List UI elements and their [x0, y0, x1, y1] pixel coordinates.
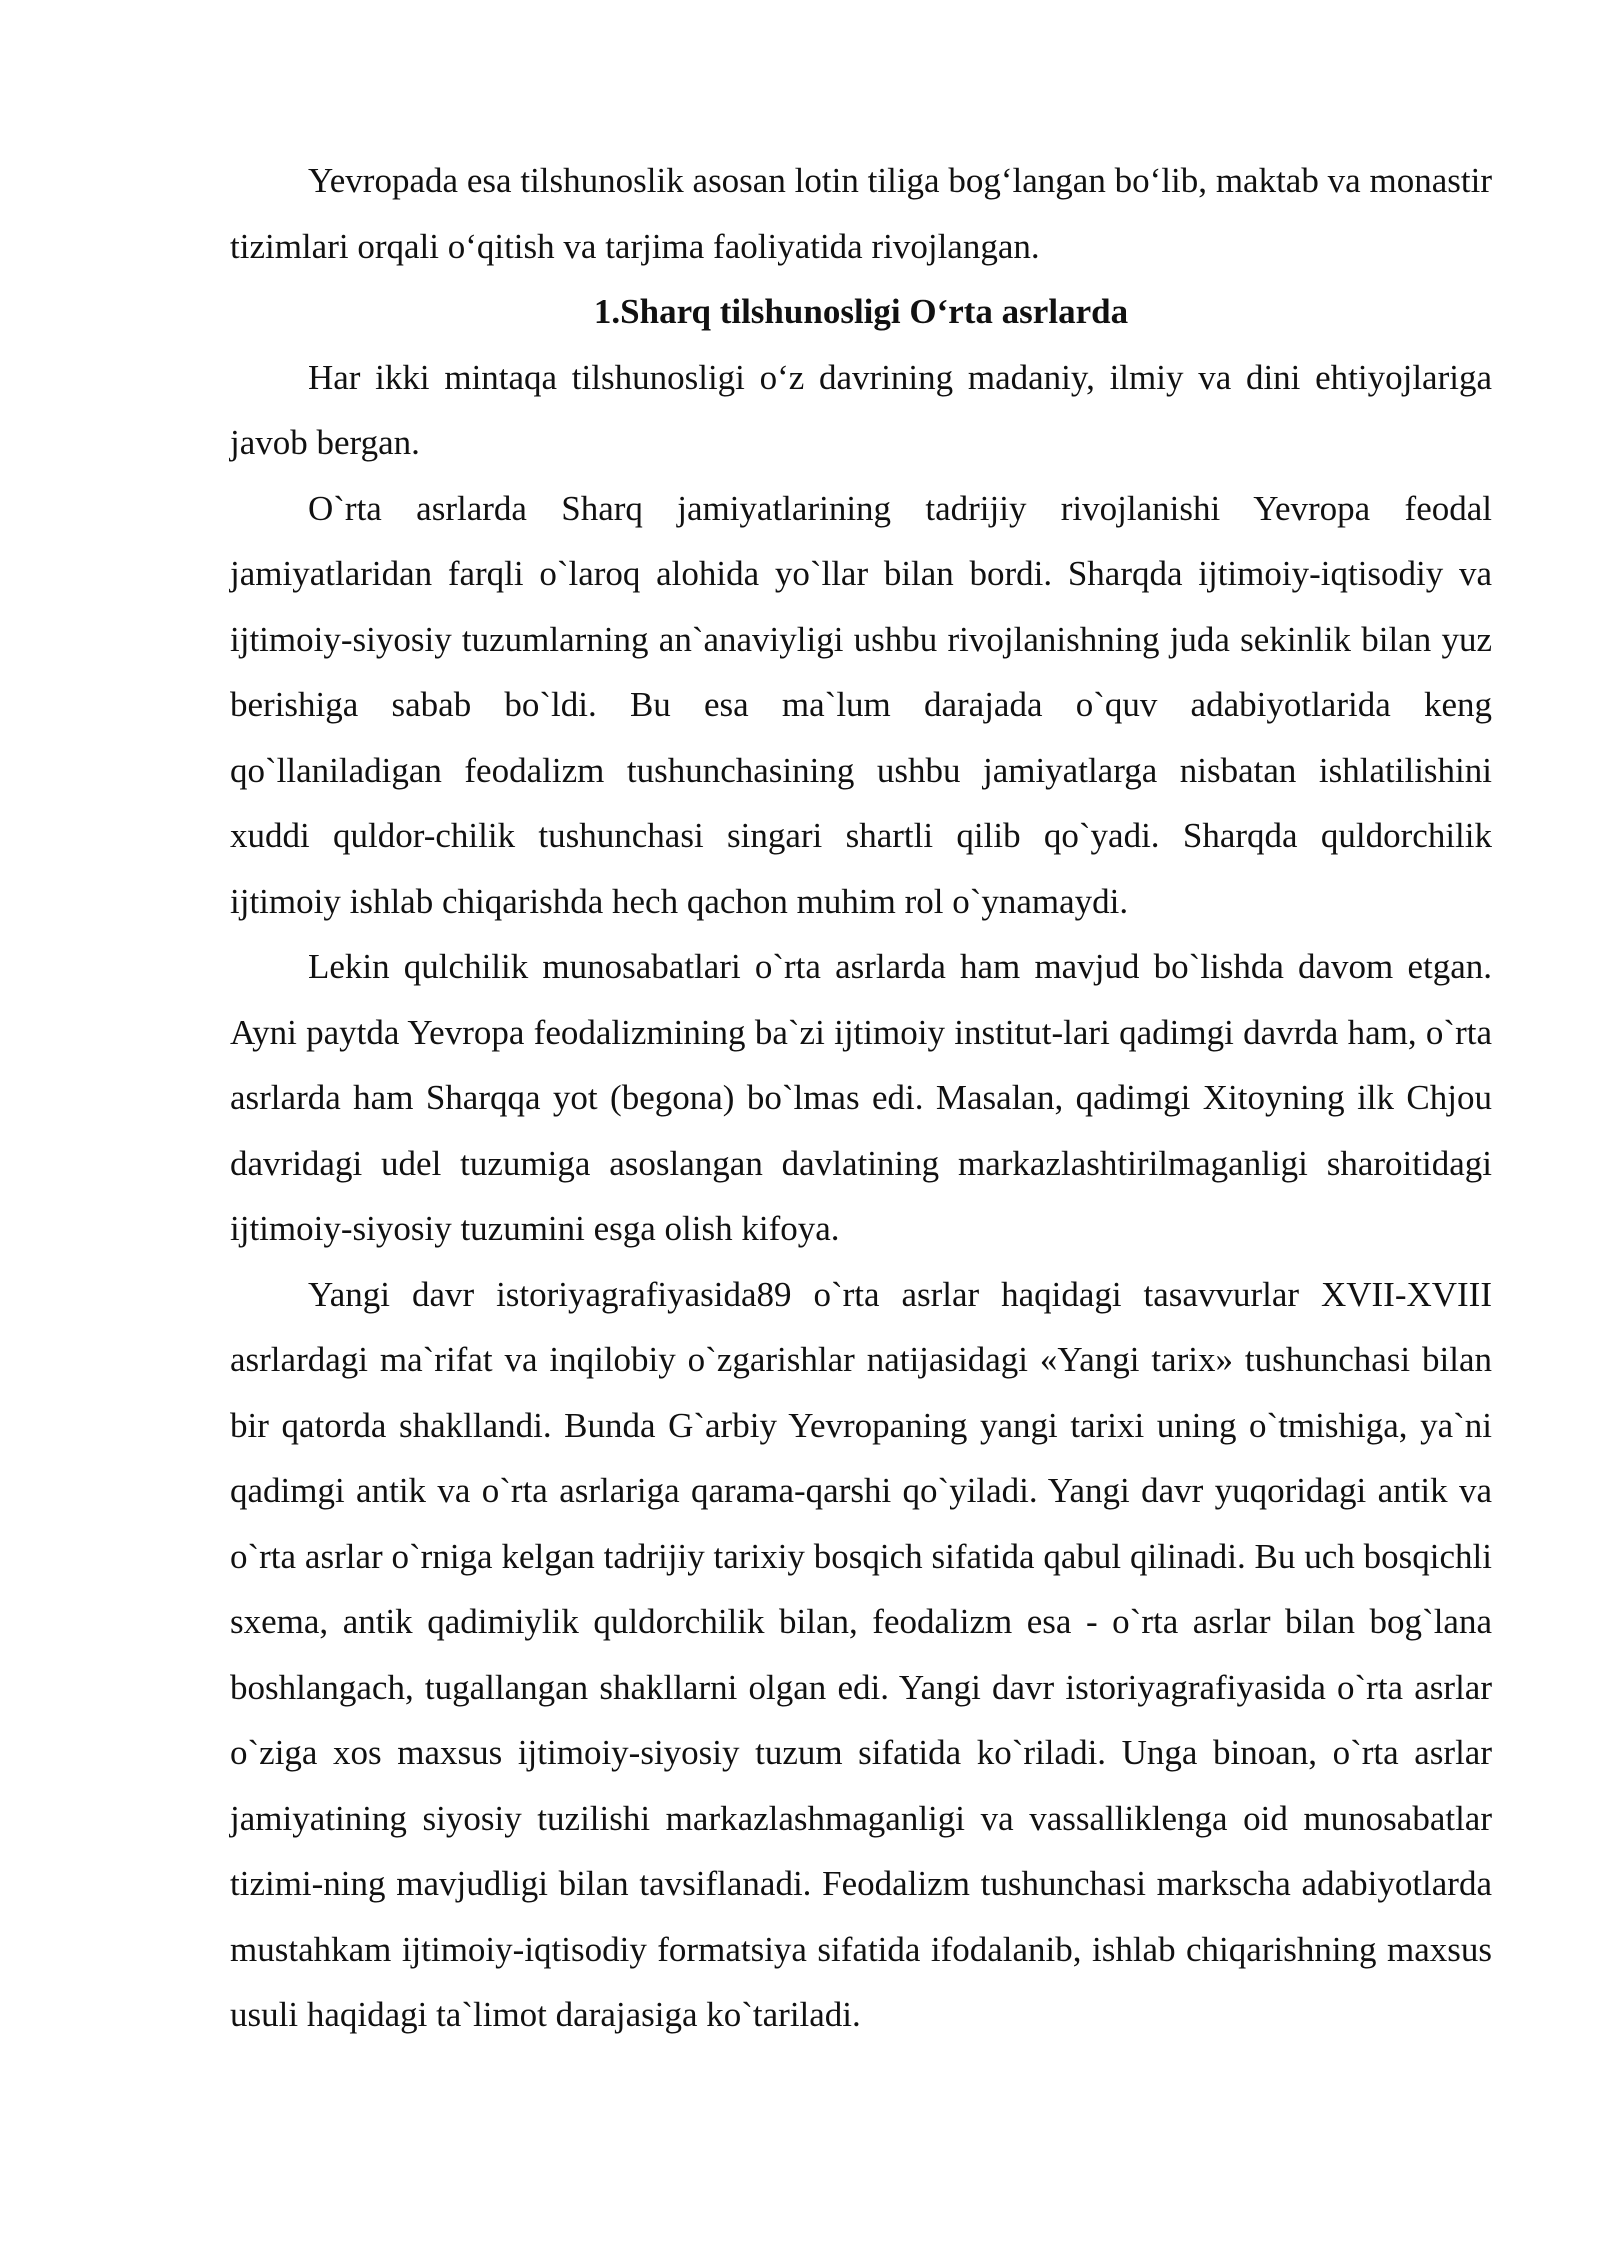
paragraph-europe-linguistics: Yevropada esa tilshunoslik asosan lotin tiliga bog‘langan bo‘lib, maktab va monastir tizimlari orqali o‘qitish va tarjima faoliyatida rivojlangan.: [230, 161, 1492, 266]
paragraph-slavery-relations: Lekin qulchilik munosabatlari o`rta asrlarda ham mavjud bo`lishda davom etgan. Ayni paytda Yevropa feodalizmining ba`zi ijtimoiy institut-lari qadimgi davrda ham, o`rta asrlarda ham Sharqqa yot (begona) bo`lmas edi. Masalan, qadimgi Xitoyning ilk Chjou davridagi udel tuzumiga asoslangan davlatining markazlashtirilmaganligi sharoitidagi ijtimoiy-siyosiy tuzumini esga olish kifoya.: [230, 947, 1492, 1248]
paragraph-east-development: O`rta asrlarda Sharq jamiyatlarining tadrijiy rivojlanishi Yevropa feodal jamiyatlaridan farqli o`laroq alohida yo`llar bilan bordi. Sharqda ijtimoiy-iqtisodiy va ijtimoiy-siyosiy tuzumlarning an`anaviyligi ushbu rivojlanishning juda sekinlik bilan yuz berishiga sabab bo`ldi. Bu esa ma`lum darajada o`quv adabiyotlarida keng qo`llaniladigan feodalizm tushunchasining ushbu jamiyatlarga nisbatan ishlatilishini xuddi quldor-chilik tushunchasi singari shartli qilib qo`yadi. Sharqda quldorchilik ijtimoiy ishlab chiqarishda hech qachon muhim rol o`ynamaydi.: [230, 488, 1492, 921]
document-page: [230, 148, 1492, 2048]
paragraph-new-era-historiography: Yangi davr istoriyagrafiyasida89 o`rta asrlar haqidagi tasavvurlar XVII-XVIII asrlardagi ma`rifat va inqilobiy o`zgarishlar natijasidagi «Yangi tarix» tushunchasi bilan bir qatorda shakllandi. Bunda G`arbiy Yevropaning yangi tarixi uning o`tmishiga, ya`ni qadimgi antik va o`rta asrlariga qarama-qarshi qo`yiladi. Yangi davr yuqoridagi antik va o`rta asrlar o`rniga kelgan tadrijiy tarixiy bosqich sifatida qabul qilinadi. Bu uch bosqichli sxema, antik qadimiylik quldorchilik bilan, feodalizm esa - o`rta asrlar bilan bog`lana boshlangach, tugallangan shakllarni olgan edi. Yangi davr istoriyagrafiyasida o`rta asrlar o`ziga xos maxsus ijtimoiy-siyosiy tuzum sifatida ko`riladi. Unga binoan, o`rta asrlar jamiyatining siyosiy tuzilishi markazlashmaganligi va vassalliklenga oid munosabatlar tizimi-ning mavjudligi bilan tavsiflanadi. Feodalizm tushunchasi markscha adabiyotlarda mustahkam ijtimoiy-iqtisodiy formatsiya sifatida ifodalanib, ishlab chiqarishning maxsus usuli haqidagi ta`limot darajasiga ko`tariladi.: [230, 1274, 1492, 2034]
section-heading: 1.Sharq tilshunosligi O‘rta asrlarda: [593, 292, 1129, 331]
paragraph-regions: Har ikki mintaqa tilshunosligi o‘z davrining madaniy, ilmiy va dini ehtiyojlariga javob bergan.: [230, 357, 1492, 462]
